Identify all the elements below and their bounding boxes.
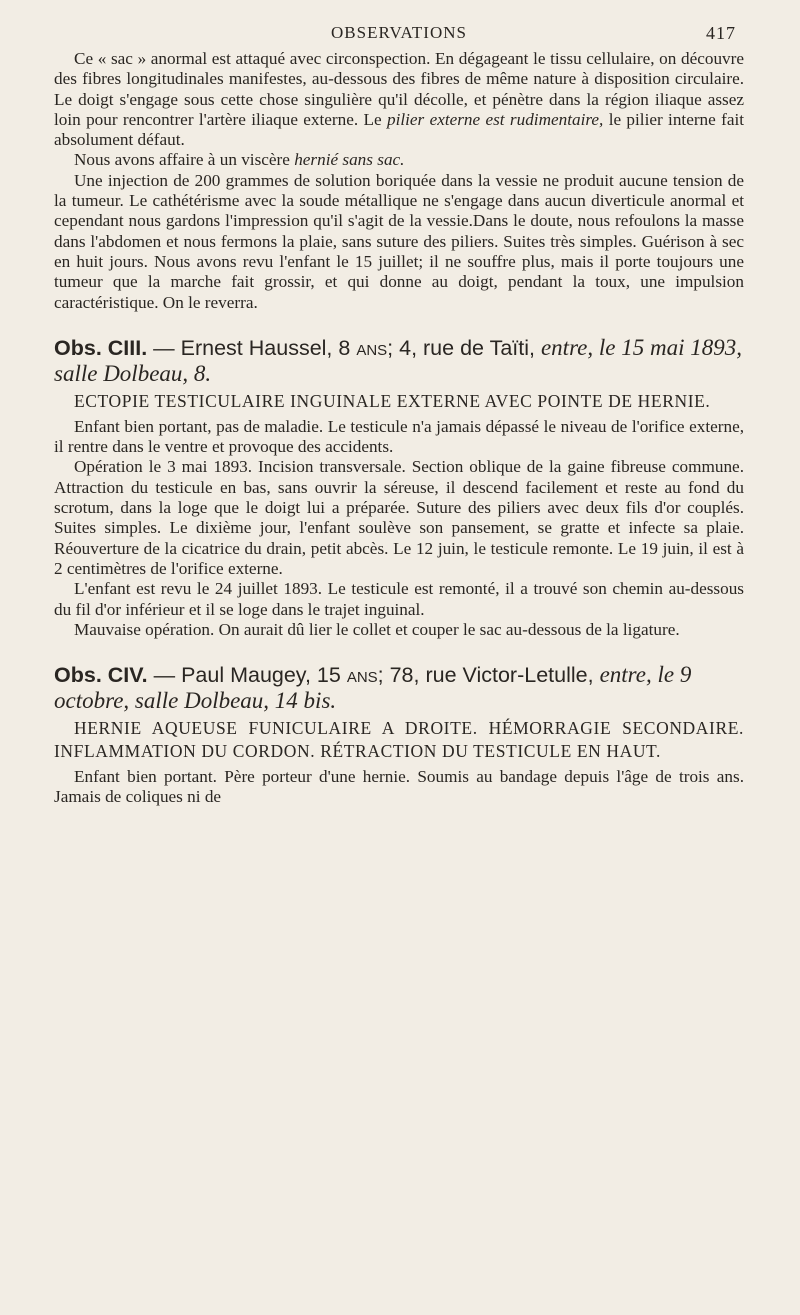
obs-ciii-paragraph-1: Enfant bien portant, pas de maladie. Le testicule n'a jamais dépassé le niveau de l'orifice externe, il rentre dans le ventre et provoque des accidents. [54, 416, 744, 457]
obs-ciii-paragraph-2: Opération le 3 mai 1893. Incision transversale. Section oblique de la gaine fibreuse commune. Attraction du testicule en bas, sans ouvrir la séreuse, il descend facilement et reste au fond du scrotum, dans la loge que le doigt lui a préparée. Suture des piliers avec deux fils d'or couplés. Suites simples. Le dixième jour, l'enfant soulève son pansement, se gratte et infecte sa plaie. Réouverture de la cicatrice du drain, petit abcès. Le 12 juin, le testicule remonte. Le 19 juin, il est à 2 centimètres de l'orifice externe. [54, 457, 744, 578]
obs-ciii-title: ECTOPIE TESTICULAIRE INGUINALE EXTERNE AVEC POINTE DE HERNIE. [74, 390, 711, 411]
page-number: 417 [706, 23, 736, 43]
obs-ciii-heading: Obs. CIII. — Ernest Haussel, 8 ans; 4, rue de Taïti, entre, le 15 mai 1893, salle Dolbeau, 8. [54, 334, 742, 386]
obs-civ-title: HERNIE AQUEUSE FUNICULAIRE A DROITE. HÉMORRAGIE SECONDAIRE. INFLAMMATION DU CORDON. RÉTRACTION DU TESTICULE EN HAUT. [54, 718, 744, 762]
intro-paragraph-3: Une injection de 200 grammes de solution boriquée dans la vessie ne produit aucune tension de la tumeur. Le cathétérisme avec la soude métallique ne s'engage dans aucun diverticule anormal et cependant nous gardons l'impression qu'il s'agit de la vessie.Dans le doute, nous refoulons la masse dans l'abdomen et nous fermons la plaie, sans suture des piliers. Suites très simples. Guérison à sec en huit jours. Nous avons revu l'enfant le 15 juillet; il ne souffre plus, mais il porte toujours une tumeur que la marche fait grossir, et qui donne au doigt, pendant la toux, une impulsion caractéristique. On le reverra. [54, 170, 744, 312]
obs-ciii-paragraph-4: Mauvaise opération. On aurait dû lier le collet et couper le sac au-dessous de la ligature. [74, 619, 680, 639]
obs-civ-paragraph-1: Enfant bien portant. Père porteur d'une hernie. Soumis au bandage depuis l'âge de trois ans. Jamais de coliques ni de [54, 767, 744, 807]
intro-paragraph-2: Nous avons affaire à un viscère hernié sans sac. [74, 150, 405, 170]
obs-civ-heading: Obs. CIV. — Paul Maugey, 15 ans; 78, rue Victor-Letulle, entre, le 9 octobre, salle Dolbeau, 14 bis. [54, 662, 692, 714]
running-header [54, 18, 744, 48]
running-title: OBSERVATIONS [331, 23, 467, 42]
obs-ciii-paragraph-3: L'enfant est revu le 24 juillet 1893. Le testicule est remonté, il a trouvé son chemin au-dessous du fil d'or inférieur et il se loge dans le trajet inguinal. [54, 579, 744, 619]
intro-paragraph-1: Ce « sac » anormal est attaqué avec circonspection. En dégageant le tissu cellulaire, on découvre des fibres longitudinales manifestes, au-dessous des fibres de même nature à disposition circulaire. Le doigt s'engage sous cette chose singulière qu'il décolle, et pénètre dans la région iliaque assez loin pour rencontrer l'artère iliaque externe. Le pilier externe est rudimentaire, le pilier interne fait absolument défaut. [54, 49, 745, 150]
